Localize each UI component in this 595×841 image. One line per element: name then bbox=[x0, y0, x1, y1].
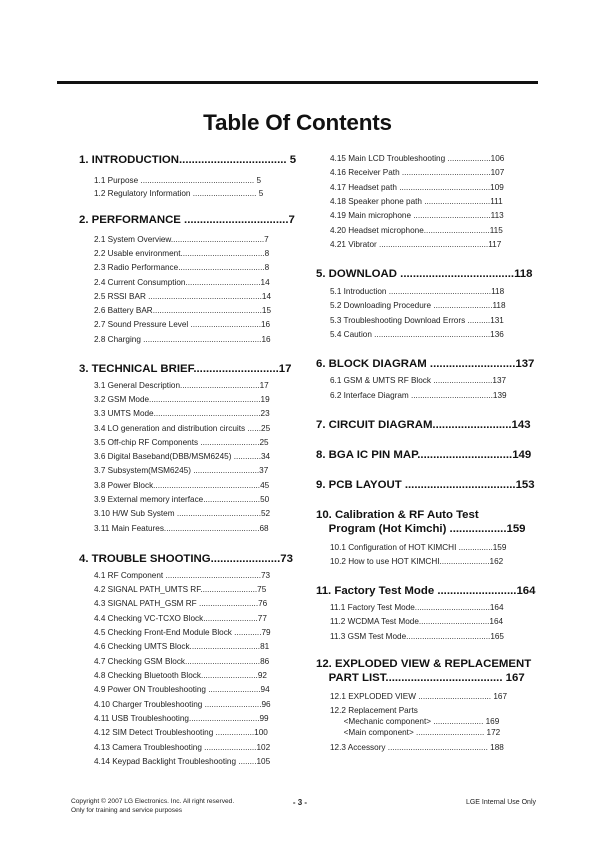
toc-entry[interactable]: 11.3 GSM Test Mode.....................................165 bbox=[330, 632, 504, 641]
toc-entry[interactable]: 3.10 H/W Sub System .....................................52 bbox=[94, 509, 271, 518]
toc-entry[interactable]: 5.3 Troubleshooting Download Errors ..........131 bbox=[330, 316, 504, 325]
toc-entry[interactable]: 2.7 Sound Pressure Level ...............................16 bbox=[94, 320, 271, 329]
toc-entry[interactable]: 4.10 Charger Troubleshooting .........................96 bbox=[94, 700, 271, 709]
toc-entry[interactable]: 5.4 Caution ...................................................136 bbox=[330, 330, 504, 339]
toc-section-heading[interactable]: 5. DOWNLOAD ....................................118 bbox=[316, 268, 533, 280]
toc-entry[interactable]: 4.3 SIGNAL PATH_GSM RF ..........................76 bbox=[94, 599, 268, 608]
toc-section-heading[interactable]: 6. BLOCK DIAGRAM ...........................137 bbox=[316, 358, 535, 370]
toc-entry[interactable]: 3.6 Digital Baseband(DBB/MSM6245) ............34 bbox=[94, 452, 271, 461]
toc-entry[interactable]: 12.1 EXPLODED VIEW ................................ 167 bbox=[330, 692, 508, 701]
toc-entry[interactable]: 3.2 GSM Mode.................................................19 bbox=[94, 395, 270, 404]
toc-entry[interactable]: 4.8 Checking Bluetooth Block.........................92 bbox=[94, 671, 267, 680]
toc-entry[interactable]: 4.17 Headset path ........................................109 bbox=[330, 183, 504, 192]
toc-entry[interactable]: 4.11 USB Troubleshooting...............................99 bbox=[94, 714, 269, 723]
toc-entry[interactable]: 4.18 Speaker phone path .............................111 bbox=[330, 197, 503, 206]
toc-section-heading[interactable]: 11. Factory Test Mode .........................164 bbox=[316, 585, 536, 597]
toc-entry[interactable]: <Main component> .............................. 172 bbox=[330, 728, 501, 737]
toc-entry[interactable]: 3.9 External memory interface.........................50 bbox=[94, 495, 270, 504]
toc-entry[interactable]: 4.21 Vibrator ................................................117 bbox=[330, 240, 502, 249]
toc-entry[interactable]: 3.3 UMTS Mode...............................................23 bbox=[94, 409, 270, 418]
toc-section-heading[interactable]: PART LIST..................................... 167 bbox=[316, 672, 525, 684]
toc-entry[interactable]: 2.3 Radio Performance......................................8 bbox=[94, 263, 270, 272]
toc-entry[interactable]: 2.4 Current Consumption.................................14 bbox=[94, 278, 270, 287]
toc-entry[interactable]: 2.1 System Overview.........................................7 bbox=[94, 235, 269, 244]
toc-entry[interactable]: 11.1 Factory Test Mode.................................164 bbox=[330, 603, 504, 612]
toc-entry[interactable]: 3.5 Off-chip RF Components ..........................25 bbox=[94, 438, 269, 447]
page-title: Table Of Contents bbox=[203, 110, 392, 135]
toc-entry[interactable]: 3.7 Subsystem(MSM6245) .............................37 bbox=[94, 466, 269, 475]
toc-entry[interactable]: 4.9 Power ON Troubleshooting .......................94 bbox=[94, 685, 270, 694]
page-number: - 3 - bbox=[292, 798, 308, 807]
toc-entry[interactable]: 4.14 Keypad Backlight Troubleshooting ........105 bbox=[94, 757, 271, 766]
toc-section-heading[interactable]: Program (Hot Kimchi) ..................159 bbox=[316, 523, 526, 535]
toc-entry[interactable]: 5.2 Downloading Procedure ..........................118 bbox=[330, 301, 506, 310]
toc-entry[interactable]: 4.16 Receiver Path .......................................107 bbox=[330, 168, 505, 177]
toc-entry[interactable]: 12.2 Replacement Parts bbox=[330, 706, 418, 715]
toc-entry[interactable]: 5.1 Introduction .............................................118 bbox=[330, 287, 505, 296]
toc-entry[interactable]: 2.6 Battery BAR................................................15 bbox=[94, 306, 271, 315]
top-divider bbox=[57, 81, 538, 84]
toc-section-heading[interactable]: 1. INTRODUCTION.................................. 5 bbox=[79, 154, 297, 166]
toc-entry[interactable]: 1.1 Purpose .................................................. 5 bbox=[94, 176, 261, 185]
toc-entry[interactable]: 10.1 Configuration of HOT KIMCHI ...............159 bbox=[330, 543, 507, 552]
toc-entry[interactable]: 6.1 GSM & UMTS RF Block ..........................137 bbox=[330, 376, 507, 385]
toc-entry[interactable]: 2.8 Charging ....................................................16 bbox=[94, 335, 271, 344]
footer-copyright bbox=[71, 797, 271, 815]
toc-entry[interactable]: 4.2 SIGNAL PATH_UMTS RF.........................75 bbox=[94, 585, 267, 594]
toc-section-heading[interactable]: 2. PERFORMANCE .................................7 bbox=[79, 214, 295, 226]
toc-entry[interactable]: 4.12 SIM Detect Troubleshooting .................100 bbox=[94, 728, 268, 737]
toc-section-heading[interactable]: 12. EXPLODED VIEW & REPLACEMENT bbox=[316, 658, 532, 670]
toc-entry[interactable]: 4.20 Headset microphone.............................115 bbox=[330, 226, 503, 235]
toc-entry[interactable]: 4.1 RF Component ..........................................73 bbox=[94, 571, 271, 580]
copyright-line-2: Only for training and service purposes bbox=[71, 807, 183, 814]
toc-entry[interactable]: 4.7 Checking GSM Block.................................86 bbox=[94, 657, 270, 666]
toc-entry[interactable]: 12.3 Accessory ............................................ 188 bbox=[330, 743, 504, 752]
toc-entry[interactable]: 6.2 Interface Diagram ....................................139 bbox=[330, 391, 507, 400]
toc-entry[interactable]: 3.8 Power Block...............................................45 bbox=[94, 481, 270, 490]
toc-entry[interactable]: 4.5 Checking Front-End Module Block ............79 bbox=[94, 628, 271, 637]
toc-entry[interactable]: 3.11 Main Features..........................................68 bbox=[94, 524, 269, 533]
toc-entry[interactable]: <Mechanic component> ...................... 169 bbox=[330, 717, 500, 726]
toc-entry[interactable]: 1.2 Regulatory Information ............................ 5 bbox=[94, 189, 264, 198]
toc-entry[interactable]: 10.2 How to use HOT KIMCHI......................162 bbox=[330, 557, 504, 566]
toc-section-heading[interactable]: 9. PCB LAYOUT ...................................153 bbox=[316, 479, 535, 491]
toc-entry[interactable]: 4.13 Camera Troubleshooting .......................102 bbox=[94, 743, 271, 752]
toc-entry[interactable]: 4.19 Main microphone ..................................113 bbox=[330, 211, 504, 220]
toc-entry[interactable]: 2.5 RSSI BAR ..................................................14 bbox=[94, 292, 271, 301]
toc-entry[interactable]: 4.4 Checking VC-TCXO Block........................77 bbox=[94, 614, 267, 623]
toc-section-heading[interactable]: 7. CIRCUIT DIAGRAM.........................143 bbox=[316, 419, 531, 431]
toc-entry[interactable]: 3.4 LO generation and distribution circuits ......25 bbox=[94, 424, 271, 433]
copyright-line-1: Copyright © 2007 LG Electronics. Inc. All right reserved. bbox=[71, 798, 235, 805]
internal-use-notice: LGE Internal Use Only bbox=[465, 799, 536, 806]
toc-section-heading[interactable]: 3. TECHNICAL BRIEF...........................17 bbox=[79, 363, 292, 375]
toc-entry[interactable]: 11.2 WCDMA Test Mode...............................164 bbox=[330, 617, 504, 626]
toc-entry[interactable]: 3.1 General Description...................................17 bbox=[94, 381, 269, 390]
toc-section-heading[interactable]: 8. BGA IC PIN MAP..............................149 bbox=[316, 449, 532, 461]
toc-section-heading[interactable]: 4. TROUBLE SHOOTING......................73 bbox=[79, 553, 293, 565]
toc-entry[interactable]: 4.6 Checking UMTS Block...............................81 bbox=[94, 642, 270, 651]
toc-entry[interactable]: 4.15 Main LCD Troubleshooting ...................106 bbox=[330, 154, 505, 163]
toc-section-heading[interactable]: 10. Calibration & RF Auto Test bbox=[316, 509, 479, 521]
toc-entry[interactable]: 2.2 Usable environment.....................................8 bbox=[94, 249, 270, 258]
